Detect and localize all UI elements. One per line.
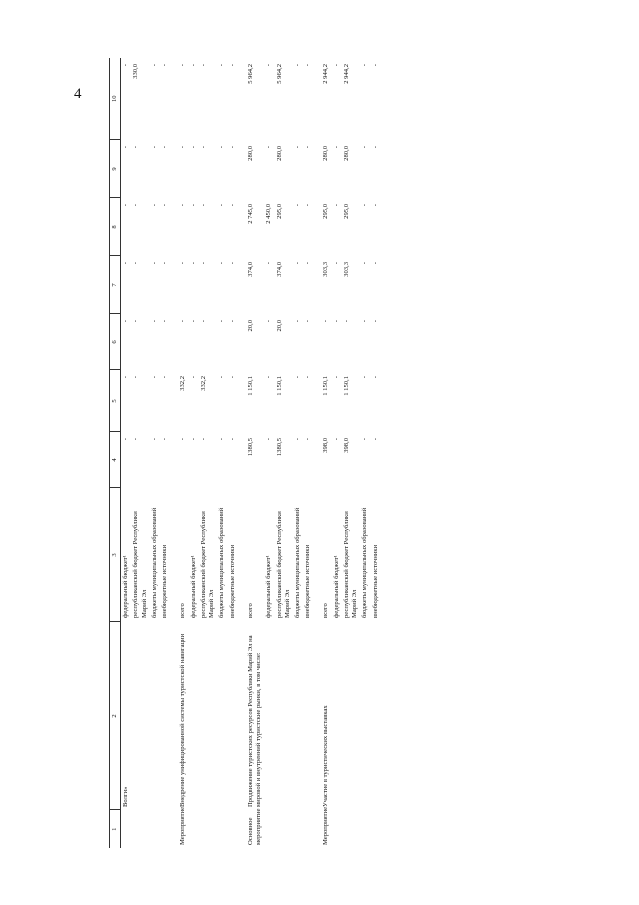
event-title-cell <box>228 622 238 810</box>
amount-cell: 374,0 <box>275 262 283 277</box>
event-type-cell: Основное мероприятие <box>246 808 263 845</box>
event-title-cell: Участие в туристических выставках <box>322 705 330 807</box>
table-row <box>189 58 199 848</box>
amount-cell: - <box>199 320 207 323</box>
amount-cell: - <box>161 376 169 379</box>
amount-cell: - <box>228 438 236 441</box>
event-title-cell <box>150 622 160 810</box>
funding-source-cell: федеральный бюджет¹ <box>265 555 273 618</box>
amount-cell: - <box>189 146 197 149</box>
event-title-cell <box>199 622 217 810</box>
amount-cell: - <box>361 146 369 149</box>
header-cell: 5 <box>110 370 121 432</box>
amount-cell: 398,0 <box>322 438 330 453</box>
amount-cell: - <box>332 262 340 265</box>
amount-cell: - <box>161 320 169 323</box>
amount-cell: 2 944,2 <box>342 64 350 84</box>
funding-source-cell: внебюджетные источники <box>371 544 379 618</box>
amount-cell: - <box>132 376 140 379</box>
amount-cell: - <box>122 146 130 149</box>
amount-cell: - <box>189 262 197 265</box>
funding-source-cell: федеральный бюджет¹ <box>122 555 130 618</box>
amount-cell: 1380,5 <box>246 438 254 457</box>
amount-cell: 5 964,2 <box>275 64 283 84</box>
event-type-cell <box>293 810 303 848</box>
funding-source-cell: республиканский бюджет Республики Марий Эл <box>342 511 359 618</box>
header-cell: 1 <box>110 810 121 848</box>
table-row <box>264 58 274 848</box>
amount-cell: - <box>189 204 197 207</box>
amount-cell: - <box>132 204 140 207</box>
amount-cell: - <box>179 262 187 265</box>
event-title-cell <box>160 622 170 810</box>
amount-cell: 5 964,2 <box>246 64 254 84</box>
section-gap <box>170 58 178 848</box>
event-title-cell: Волги» <box>122 786 130 807</box>
amount-cell: - <box>122 204 130 207</box>
table-row <box>217 58 227 848</box>
amount-cell: - <box>332 320 340 323</box>
amount-cell: - <box>293 262 301 265</box>
event-type-cell: Мероприятие <box>322 806 330 845</box>
amount-cell: - <box>150 438 158 441</box>
funding-source-cell: федеральный бюджет¹ <box>332 555 340 618</box>
amount-cell: - <box>332 146 340 149</box>
funding-source-cell: внебюджетные источники <box>228 544 236 618</box>
table-row <box>121 58 132 848</box>
amount-cell: - <box>304 146 312 149</box>
amount-cell: - <box>218 204 226 207</box>
amount-cell: 1 150,1 <box>342 376 350 396</box>
amount-cell: 2 450,0 <box>265 204 273 224</box>
amount-cell: - <box>179 204 187 207</box>
amount-cell: 20,0 <box>275 320 283 332</box>
amount-cell: - <box>332 376 340 379</box>
amount-cell: - <box>322 320 330 323</box>
amount-cell: - <box>218 320 226 323</box>
amount-cell: - <box>265 64 273 67</box>
amount-cell: - <box>293 204 301 207</box>
event-type-cell <box>217 810 227 848</box>
amount-cell: - <box>161 438 169 441</box>
event-type-cell <box>332 810 342 848</box>
header-cell: 3 <box>110 488 121 622</box>
amount-cell: 1 150,1 <box>322 376 330 396</box>
table-row <box>342 58 360 848</box>
funding-source-cell: внебюджетные источники <box>161 544 169 618</box>
amount-cell: - <box>122 262 130 265</box>
amount-cell: - <box>189 64 197 67</box>
funding-source-cell: всего <box>179 603 187 618</box>
funding-source-cell: всего <box>246 603 254 618</box>
budget-table-sheet <box>109 58 619 848</box>
amount-cell: - <box>371 262 379 265</box>
funding-source-cell: внебюджетные источники <box>304 544 312 618</box>
event-title-cell <box>293 622 303 810</box>
event-type-cell <box>342 810 360 848</box>
amount-cell: - <box>293 146 301 149</box>
amount-cell: - <box>228 64 236 67</box>
amount-cell: - <box>161 146 169 149</box>
budget-table <box>109 58 389 848</box>
event-title-cell <box>189 622 199 810</box>
event-type-cell <box>131 810 149 848</box>
amount-cell: - <box>189 376 197 379</box>
amount-cell: - <box>293 438 301 441</box>
amount-cell: - <box>199 438 207 441</box>
event-type-cell <box>303 810 313 848</box>
header-cell: 8 <box>110 198 121 256</box>
amount-cell: - <box>179 438 187 441</box>
amount-cell: - <box>228 320 236 323</box>
amount-cell: - <box>371 320 379 323</box>
event-title-cell: Внедрение унифицированной системы туристской навигации <box>179 633 187 807</box>
header-cell: 10 <box>110 58 121 140</box>
amount-cell: - <box>361 320 369 323</box>
event-type-cell <box>199 810 217 848</box>
header-cell: 6 <box>110 314 121 370</box>
amount-cell: - <box>265 320 273 323</box>
header-cell: 4 <box>110 432 121 488</box>
amount-cell: - <box>122 438 130 441</box>
event-type-cell <box>189 810 199 848</box>
amount-cell: - <box>122 376 130 379</box>
event-title-cell <box>342 622 360 810</box>
amount-cell: - <box>265 376 273 379</box>
amount-cell: - <box>179 64 187 67</box>
amount-cell: 398,0 <box>342 438 350 453</box>
amount-cell: - <box>228 204 236 207</box>
funding-source-cell: республиканский бюджет Республики Марий Эл <box>199 511 216 618</box>
header-cell: 9 <box>110 140 121 198</box>
event-type-cell <box>121 810 132 848</box>
amount-cell: - <box>361 376 369 379</box>
funding-source-cell: федеральный бюджет¹ <box>189 555 197 618</box>
amount-cell: 1 150,1 <box>246 376 254 396</box>
event-title-cell <box>303 622 313 810</box>
amount-cell: - <box>361 64 369 67</box>
table-row <box>246 58 264 848</box>
amount-cell: - <box>218 262 226 265</box>
event-type-cell <box>228 810 238 848</box>
amount-cell: - <box>218 64 226 67</box>
amount-cell: - <box>304 262 312 265</box>
amount-cell: - <box>150 376 158 379</box>
section-gap <box>381 58 389 848</box>
table-row <box>293 58 303 848</box>
amount-cell: 295,0 <box>275 204 283 219</box>
amount-cell: - <box>361 438 369 441</box>
amount-cell: - <box>342 320 350 323</box>
amount-cell: - <box>265 146 273 149</box>
amount-cell: 295,0 <box>322 204 330 219</box>
funding-source-cell: республиканский бюджет Республики Марий Эл <box>132 511 148 618</box>
amount-cell: - <box>228 376 236 379</box>
event-title-cell: Продвижение туристских ресурсов Республики Марий Эл на мировой и внутренний туристские рынки, в том числе: <box>246 635 263 807</box>
amount-cell: - <box>150 146 158 149</box>
funding-source-cell: бюджеты муниципальных образований <box>293 507 301 618</box>
amount-cell: - <box>304 438 312 441</box>
amount-cell: 2 944,2 <box>322 64 330 84</box>
amount-cell: 330,0 <box>132 64 140 79</box>
amount-cell: - <box>150 64 158 67</box>
table-row <box>199 58 217 848</box>
header-cell: 2 <box>110 622 121 810</box>
amount-cell: - <box>228 262 236 265</box>
event-type-cell <box>160 810 170 848</box>
event-title-cell <box>275 622 293 810</box>
header-row <box>110 58 121 848</box>
amount-cell: - <box>199 262 207 265</box>
amount-cell: - <box>304 376 312 379</box>
amount-cell: 280,0 <box>322 146 330 161</box>
amount-cell: - <box>179 146 187 149</box>
table-row <box>150 58 160 848</box>
table-row <box>321 58 331 848</box>
amount-cell: - <box>218 146 226 149</box>
table-row <box>178 58 188 848</box>
table-row <box>160 58 170 848</box>
amount-cell: - <box>371 146 379 149</box>
header-cell: 7 <box>110 256 121 314</box>
event-type-cell <box>150 810 160 848</box>
amount-cell: 303,3 <box>342 262 350 277</box>
amount-cell: - <box>304 204 312 207</box>
amount-cell: 20,0 <box>246 320 254 332</box>
amount-cell: 1380,5 <box>275 438 283 457</box>
table-row <box>131 58 149 848</box>
amount-cell: - <box>161 204 169 207</box>
amount-cell: - <box>228 146 236 149</box>
event-title-cell <box>371 622 381 810</box>
amount-cell: 332,2 <box>199 376 207 391</box>
amount-cell: - <box>361 262 369 265</box>
amount-cell: 332,2 <box>179 376 187 391</box>
amount-cell: - <box>132 438 140 441</box>
amount-cell: - <box>189 438 197 441</box>
event-type-cell <box>371 810 381 848</box>
amount-cell: 1 150,1 <box>275 376 283 396</box>
amount-cell: - <box>179 320 187 323</box>
amount-cell: 303,3 <box>322 262 330 277</box>
amount-cell: 374,0 <box>246 262 254 277</box>
funding-source-cell: всего <box>322 603 330 618</box>
table-row <box>228 58 238 848</box>
amount-cell: - <box>371 64 379 67</box>
event-title-cell <box>131 622 149 810</box>
amount-cell: 295,0 <box>342 204 350 219</box>
event-title-cell <box>332 622 342 810</box>
funding-source-cell: бюджеты муниципальных образований <box>361 507 369 618</box>
page-number: 4 <box>74 86 82 102</box>
amount-cell: 280,0 <box>275 146 283 161</box>
amount-cell: - <box>361 204 369 207</box>
amount-cell: - <box>161 64 169 67</box>
amount-cell: - <box>132 146 140 149</box>
table-row <box>360 58 370 848</box>
event-type-cell <box>360 810 370 848</box>
amount-cell: - <box>150 204 158 207</box>
event-type-cell <box>275 810 293 848</box>
table-row <box>332 58 342 848</box>
event-title-cell <box>217 622 227 810</box>
amount-cell: - <box>332 438 340 441</box>
amount-cell: 2 745,0 <box>246 204 254 224</box>
amount-cell: - <box>293 376 301 379</box>
amount-cell: - <box>218 376 226 379</box>
amount-cell: - <box>122 64 130 67</box>
table-row <box>275 58 293 848</box>
amount-cell: - <box>293 320 301 323</box>
amount-cell: - <box>132 262 140 265</box>
amount-cell: - <box>371 204 379 207</box>
amount-cell: - <box>199 64 207 67</box>
amount-cell: - <box>122 320 130 323</box>
funding-source-cell: бюджеты муниципальных образований <box>150 507 158 618</box>
event-title-cell <box>264 622 274 810</box>
amount-cell: - <box>304 320 312 323</box>
amount-cell: - <box>265 262 273 265</box>
amount-cell: - <box>132 320 140 323</box>
amount-cell: - <box>199 146 207 149</box>
event-type-cell: Мероприятие <box>179 806 187 845</box>
amount-cell: 280,0 <box>246 146 254 161</box>
amount-cell: - <box>218 438 226 441</box>
table-row <box>303 58 313 848</box>
amount-cell: - <box>371 438 379 441</box>
event-title-cell <box>360 622 370 810</box>
amount-cell: - <box>189 320 197 323</box>
event-type-cell <box>264 810 274 848</box>
section-gap <box>313 58 321 848</box>
amount-cell: - <box>332 64 340 67</box>
amount-cell: - <box>293 64 301 67</box>
amount-cell: - <box>304 64 312 67</box>
amount-cell: 280,0 <box>342 146 350 161</box>
amount-cell: - <box>150 262 158 265</box>
amount-cell: - <box>371 376 379 379</box>
funding-source-cell: республиканский бюджет Республики Марий Эл <box>275 511 291 618</box>
amount-cell: - <box>150 320 158 323</box>
amount-cell: - <box>265 438 273 441</box>
section-gap <box>238 58 246 848</box>
table-row <box>371 58 381 848</box>
amount-cell: - <box>161 262 169 265</box>
funding-source-cell: бюджеты муниципальных образований <box>218 507 226 618</box>
amount-cell: - <box>199 204 207 207</box>
amount-cell: - <box>332 204 340 207</box>
